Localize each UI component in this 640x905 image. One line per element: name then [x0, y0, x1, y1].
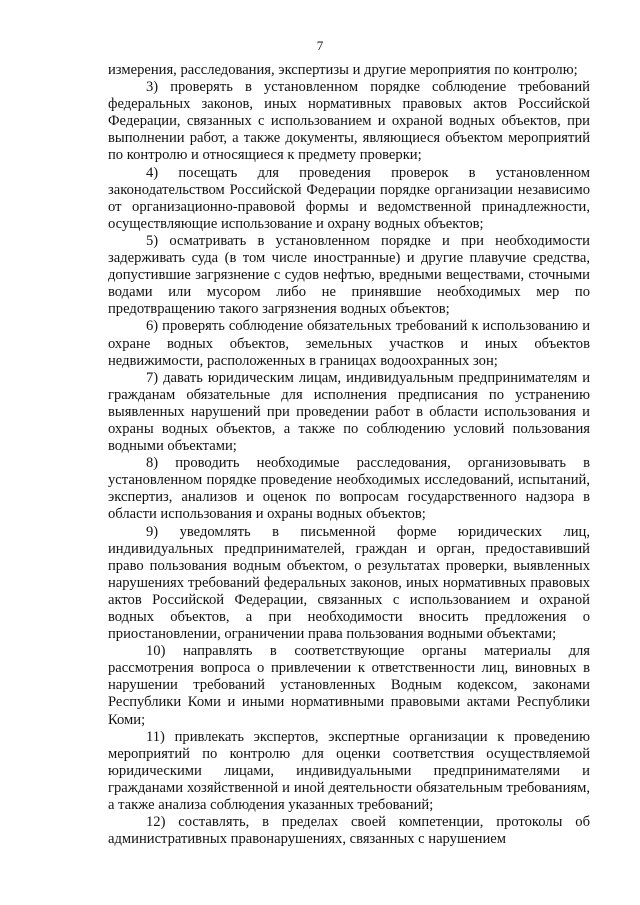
paragraph-item-10: 10) направлять в соответствующие органы материалы для рассмотрения вопроса о привлечении к ответственности лиц, виновных в нарушении требований установленных Водным кодексом, законами Республики Коми и иными нормативными правовыми актами Республики Коми;: [108, 643, 590, 728]
paragraph-item-8: 8) проводить необходимые расследования, организовывать в установленном порядке проведение необходимых исследований, испытаний, экспертиз, анализов и оценок по вопросам государственного надзора в области использования и охраны водных объектов;: [108, 455, 590, 523]
paragraph-item-4: 4) посещать для проведения проверок в установленном законодательством Российской Федерации порядке организации независимо от организационно-правовой формы и ведомственной принадлежности, осуществляющие использование и охрану водных объектов;: [108, 164, 590, 232]
paragraph-item-7: 7) давать юридическим лицам, индивидуальным предпринимателям и гражданам обязательные для исполнения предписания по устранению выявленных нарушений при проведении работ в области использования и охраны водных объектов, а также по соблюдению условий пользования водными объектами;: [108, 369, 590, 455]
document-body: [108, 62, 590, 848]
paragraph-item-5: 5) осматривать в установленном порядке и при необходимости задерживать суда (в том числе иностранные) и другие плавучие средства, допустившие загрязнение с судов нефтью, вредными веществами, сточными водами или мусором либо не принявшие необходимых мер по предотвращению такого загрязнения водных объектов;: [108, 232, 590, 318]
page-number: 7: [316, 38, 324, 53]
paragraph-item-11: 11) привлекать экспертов, экспертные организации к проведению мероприятий по контролю для оценки соответствия осуществляемой юридическими лицами, индивидуальными предпринимателями и гражданами хозяйственной и иной деятельности обязательным требованиям, а также анализа соблюдения указанных требований;: [108, 728, 590, 814]
paragraph-item-9: 9) уведомлять в письменной форме юридических лиц, индивидуальных предпринимателей, граждан и орган, предоставивший право пользования водным объектом, о результатах проверки, выявленных нарушениях требований федеральных законов, иных нормативных правовых актов Российской Федерации, связанных с использованием и охраной водных объектов, а при необходимости вносить предложения о приостановлении, ограничении права пользования водными объектами;: [108, 523, 590, 643]
paragraph-continuation: измерения, расследования, экспертизы и другие мероприятия по контролю;: [108, 62, 578, 78]
paragraph-item-3: 3) проверять в установленном порядке соблюдение требований федеральных законов, иных нормативных правовых актов Российской Федерации, связанных с использованием и охраной водных объектов, при выполнении работ, а также документы, являющиеся объектом мероприятий по контролю и относящиеся к предмету проверки;: [108, 79, 590, 164]
paragraph-item-6: 6) проверять соблюдение обязательных требований к использованию и охране водных объектов, земельных участков и иных объектов недвижимости, расположенных в границах водоохранных зон;: [108, 318, 590, 369]
paragraph-item-12: 12) составлять, в пределах своей компетенции, протоколы об административных правонарушениях, связанных с нарушением: [108, 814, 590, 848]
